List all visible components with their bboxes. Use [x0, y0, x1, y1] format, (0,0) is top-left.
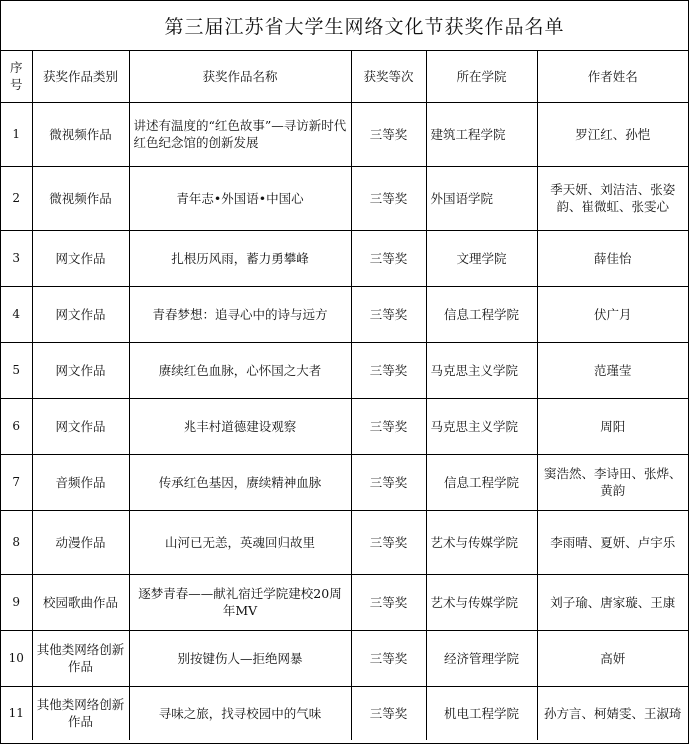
author-names: 李雨晴、夏妍、卢宇乐 [537, 510, 688, 574]
college-name: 艺术与传媒学院 [426, 510, 537, 574]
work-title: 青年志•外国语•中国心 [129, 166, 351, 230]
table-row [1, 454, 688, 510]
document-title: 第三届江苏省大学生网络文化节获奖作品名单 [164, 16, 565, 38]
author-names: 孙方言、柯婧雯、王淑琦 [537, 686, 688, 740]
author-names: 罗江红、孙恺 [537, 102, 688, 166]
work-title: 兆丰村道德建设观察 [129, 398, 351, 454]
table-row [1, 342, 688, 398]
table-row [1, 230, 688, 286]
row-number: 7 [1, 454, 32, 510]
author-names: 高妍 [537, 630, 688, 686]
college-name: 外国语学院 [426, 166, 537, 230]
row-number: 9 [1, 574, 32, 630]
author-names: 薛佳怡 [537, 230, 688, 286]
row-number: 5 [1, 342, 32, 398]
work-title: 别按键伤人—拒绝网暴 [129, 630, 351, 686]
work-title: 讲述有温度的“红色故事”—寻访新时代红色纪念馆的创新发展 [129, 102, 351, 166]
row-number: 11 [1, 686, 32, 740]
college-name: 马克思主义学院 [426, 342, 537, 398]
table-row [1, 510, 688, 574]
award-rank: 三等奖 [351, 342, 426, 398]
author-names: 周阳 [537, 398, 688, 454]
college-name: 建筑工程学院 [426, 102, 537, 166]
table-row [1, 286, 688, 342]
author-names: 季天妍、刘洁洁、张姿韵、崔微虹、张雯心 [537, 166, 688, 230]
award-rank: 三等奖 [351, 230, 426, 286]
college-name: 艺术与传媒学院 [426, 574, 537, 630]
award-category: 网文作品 [32, 398, 129, 454]
award-category: 网文作品 [32, 230, 129, 286]
award-category: 微视频作品 [32, 102, 129, 166]
work-title: 传承红色基因，赓续精神血脉 [129, 454, 351, 510]
header-college: 所在学院 [426, 51, 537, 102]
header-authors: 作者姓名 [537, 51, 688, 102]
row-number: 1 [1, 102, 32, 166]
header-work: 获奖作品名称 [129, 51, 351, 102]
row-number: 6 [1, 398, 32, 454]
college-name: 机电工程学院 [426, 686, 537, 740]
author-names: 范瑾莹 [537, 342, 688, 398]
college-name: 文理学院 [426, 230, 537, 286]
college-name: 信息工程学院 [426, 286, 537, 342]
table-row [1, 398, 688, 454]
row-number: 3 [1, 230, 32, 286]
award-rank: 三等奖 [351, 286, 426, 342]
award-rank: 三等奖 [351, 102, 426, 166]
row-number: 4 [1, 286, 32, 342]
award-category: 音频作品 [32, 454, 129, 510]
table-row [1, 574, 688, 630]
row-number: 10 [1, 630, 32, 686]
award-category: 微视频作品 [32, 166, 129, 230]
author-names: 窦浩然、李诗田、张烨、黄韵 [537, 454, 688, 510]
work-title: 寻味之旅，找寻校园中的气味 [129, 686, 351, 740]
row-number: 2 [1, 166, 32, 230]
award-table [1, 51, 688, 740]
award-rank: 三等奖 [351, 574, 426, 630]
author-names: 刘子瑜、唐家璇、王康 [537, 574, 688, 630]
header-category: 获奖作品类别 [32, 51, 129, 102]
work-title: 山河已无恙，英魂回归故里 [129, 510, 351, 574]
work-title: 扎根历风雨，蓄力勇攀峰 [129, 230, 351, 286]
college-name: 信息工程学院 [426, 454, 537, 510]
header-rank: 获奖等次 [351, 51, 426, 102]
award-category: 其他类网络创新作品 [32, 686, 129, 740]
award-rank: 三等奖 [351, 686, 426, 740]
table-row [1, 686, 688, 740]
award-rank: 三等奖 [351, 630, 426, 686]
award-category: 网文作品 [32, 286, 129, 342]
author-names: 伏广月 [537, 286, 688, 342]
college-name: 经济管理学院 [426, 630, 537, 686]
award-category: 网文作品 [32, 342, 129, 398]
award-rank: 三等奖 [351, 166, 426, 230]
award-category: 校园歌曲作品 [32, 574, 129, 630]
work-title: 青春梦想：追寻心中的诗与远方 [129, 286, 351, 342]
table-row [1, 166, 688, 230]
header-no: 序号 [1, 51, 32, 102]
award-rank: 三等奖 [351, 510, 426, 574]
award-rank: 三等奖 [351, 398, 426, 454]
award-category: 动漫作品 [32, 510, 129, 574]
college-name: 马克思主义学院 [426, 398, 537, 454]
table-row [1, 630, 688, 686]
header-row [1, 51, 688, 102]
award-category: 其他类网络创新作品 [32, 630, 129, 686]
work-title: 逐梦青春——献礼宿迁学院建校20周年MV [129, 574, 351, 630]
title-row [1, 1, 688, 51]
work-title: 赓续红色血脉，心怀国之大者 [129, 342, 351, 398]
row-number: 8 [1, 510, 32, 574]
table-row [1, 102, 688, 166]
award-rank: 三等奖 [351, 454, 426, 510]
